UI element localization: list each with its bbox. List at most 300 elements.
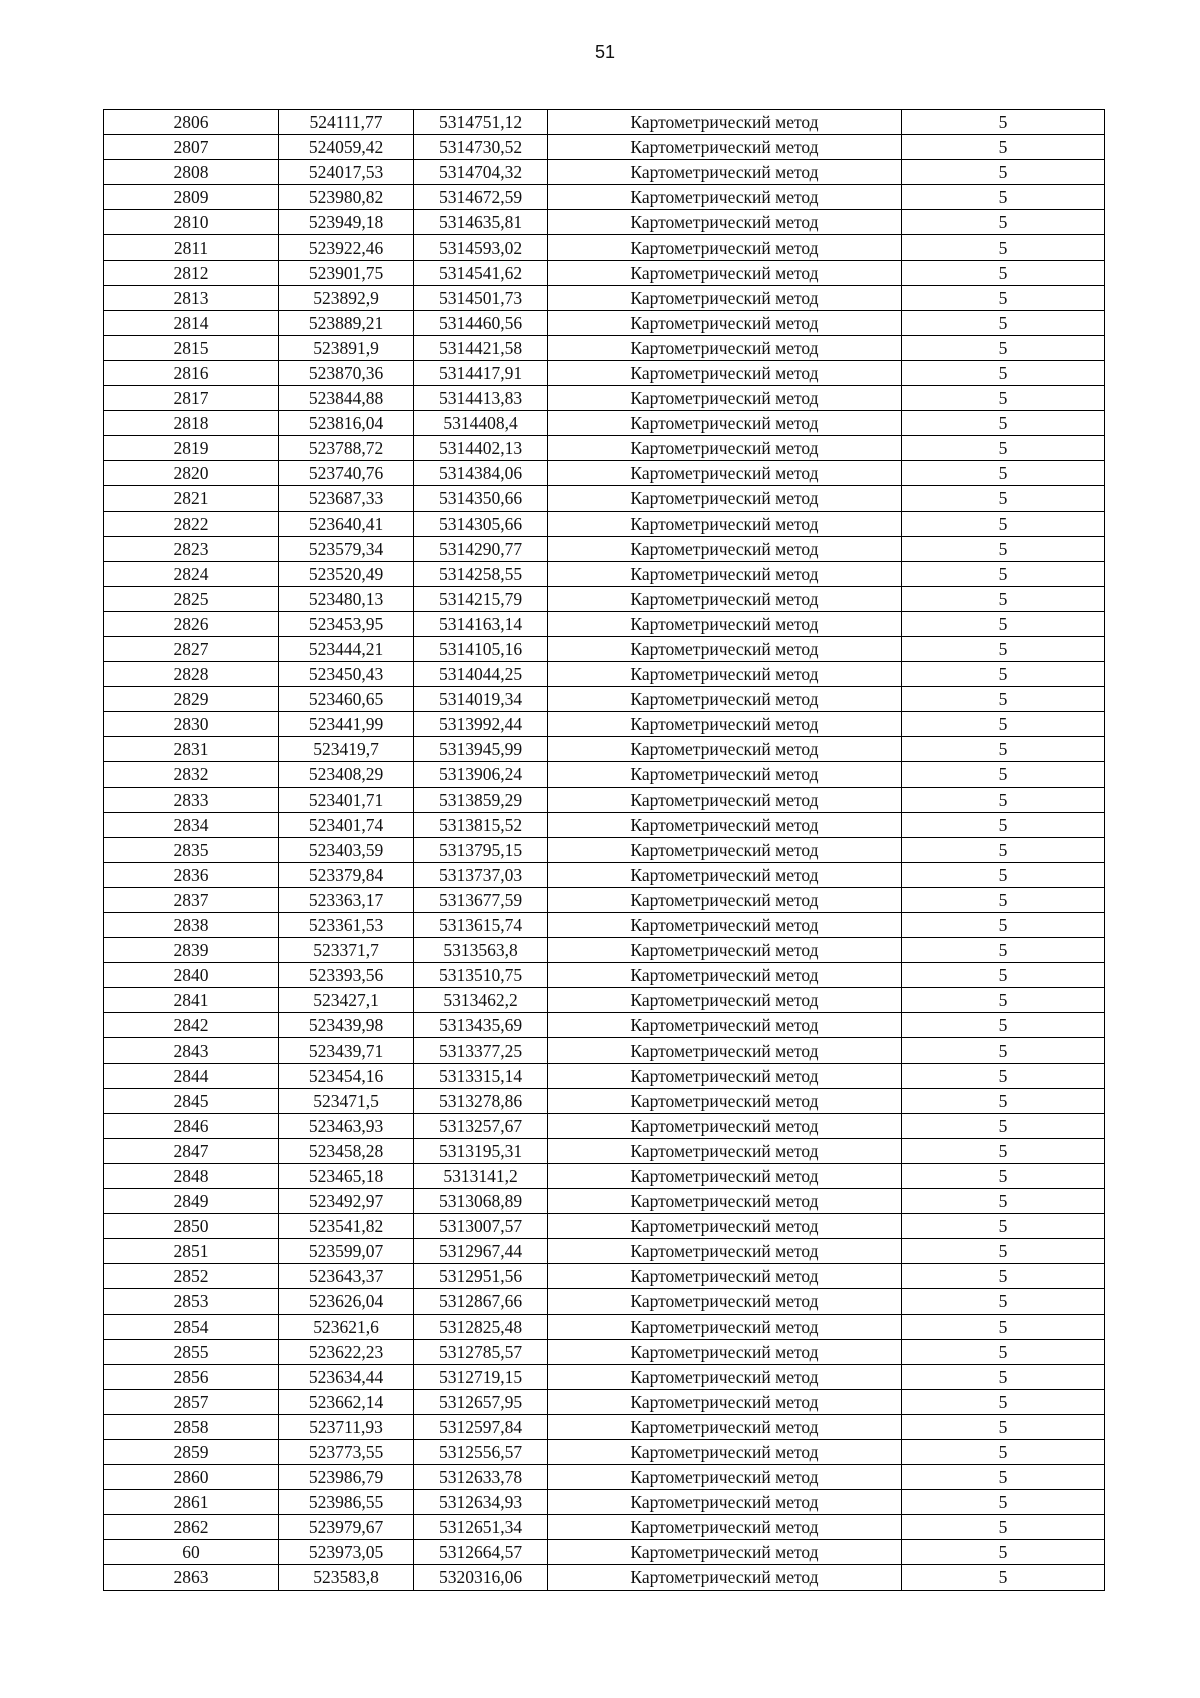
table-row xyxy=(104,185,1105,210)
method-cell: Картометрический метод xyxy=(548,1540,902,1565)
table-row xyxy=(104,1189,1105,1214)
method-cell: Картометрический метод xyxy=(548,1264,902,1289)
x-coordinate-cell: 523361,53 xyxy=(279,913,414,938)
accuracy-cell: 5 xyxy=(902,662,1105,687)
method-cell: Картометрический метод xyxy=(548,210,902,235)
table-row xyxy=(104,938,1105,963)
x-coordinate-cell: 523427,1 xyxy=(279,988,414,1013)
y-coordinate-cell: 5314421,58 xyxy=(414,335,548,360)
y-coordinate-cell: 5313257,67 xyxy=(414,1113,548,1138)
point-number-cell: 2851 xyxy=(104,1239,279,1264)
accuracy-cell: 5 xyxy=(902,636,1105,661)
point-number-cell: 2856 xyxy=(104,1364,279,1389)
x-coordinate-cell: 523949,18 xyxy=(279,210,414,235)
method-cell: Картометрический метод xyxy=(548,285,902,310)
method-cell: Картометрический метод xyxy=(548,335,902,360)
point-number-cell: 2816 xyxy=(104,360,279,385)
accuracy-cell: 5 xyxy=(902,1138,1105,1163)
method-cell: Картометрический метод xyxy=(548,1364,902,1389)
y-coordinate-cell: 5312634,93 xyxy=(414,1490,548,1515)
y-coordinate-cell: 5312785,57 xyxy=(414,1339,548,1364)
y-coordinate-cell: 5312664,57 xyxy=(414,1540,548,1565)
method-cell: Картометрический метод xyxy=(548,561,902,586)
point-number-cell: 2830 xyxy=(104,712,279,737)
x-coordinate-cell: 523687,33 xyxy=(279,486,414,511)
method-cell: Картометрический метод xyxy=(548,988,902,1013)
point-number-cell: 2839 xyxy=(104,938,279,963)
x-coordinate-cell: 523379,84 xyxy=(279,862,414,887)
point-number-cell: 2809 xyxy=(104,185,279,210)
table-row xyxy=(104,1465,1105,1490)
accuracy-cell: 5 xyxy=(902,737,1105,762)
y-coordinate-cell: 5314417,91 xyxy=(414,360,548,385)
table-row xyxy=(104,812,1105,837)
method-cell: Картометрический метод xyxy=(548,1465,902,1490)
x-coordinate-cell: 523460,65 xyxy=(279,687,414,712)
table-row xyxy=(104,411,1105,436)
y-coordinate-cell: 5313945,99 xyxy=(414,737,548,762)
y-coordinate-cell: 5314751,12 xyxy=(414,110,548,135)
method-cell: Картометрический метод xyxy=(548,1314,902,1339)
method-cell: Картометрический метод xyxy=(548,762,902,787)
accuracy-cell: 5 xyxy=(902,913,1105,938)
x-coordinate-cell: 523444,21 xyxy=(279,636,414,661)
point-number-cell: 2857 xyxy=(104,1389,279,1414)
table-row xyxy=(104,1264,1105,1289)
method-cell: Картометрический метод xyxy=(548,1289,902,1314)
x-coordinate-cell: 523453,95 xyxy=(279,611,414,636)
x-coordinate-cell: 523401,71 xyxy=(279,787,414,812)
point-number-cell: 2815 xyxy=(104,335,279,360)
method-cell: Картометрический метод xyxy=(548,963,902,988)
y-coordinate-cell: 5313068,89 xyxy=(414,1189,548,1214)
table-row xyxy=(104,260,1105,285)
x-coordinate-cell: 523986,79 xyxy=(279,1465,414,1490)
x-coordinate-cell: 523816,04 xyxy=(279,411,414,436)
point-number-cell: 2846 xyxy=(104,1113,279,1138)
point-number-cell: 2858 xyxy=(104,1414,279,1439)
method-cell: Картометрический метод xyxy=(548,812,902,837)
accuracy-cell: 5 xyxy=(902,436,1105,461)
method-cell: Картометрический метод xyxy=(548,411,902,436)
method-cell: Картометрический метод xyxy=(548,1414,902,1439)
point-number-cell: 2813 xyxy=(104,285,279,310)
point-number-cell: 2826 xyxy=(104,611,279,636)
accuracy-cell: 5 xyxy=(902,887,1105,912)
x-coordinate-cell: 523922,46 xyxy=(279,235,414,260)
y-coordinate-cell: 5313563,8 xyxy=(414,938,548,963)
point-number-cell: 2833 xyxy=(104,787,279,812)
method-cell: Картометрический метод xyxy=(548,1138,902,1163)
accuracy-cell: 5 xyxy=(902,1163,1105,1188)
method-cell: Картометрический метод xyxy=(548,260,902,285)
table-row xyxy=(104,235,1105,260)
point-number-cell: 2818 xyxy=(104,411,279,436)
accuracy-cell: 5 xyxy=(902,335,1105,360)
point-number-cell: 2812 xyxy=(104,260,279,285)
y-coordinate-cell: 5320316,06 xyxy=(414,1565,548,1590)
accuracy-cell: 5 xyxy=(902,486,1105,511)
method-cell: Картометрический метод xyxy=(548,536,902,561)
table-row xyxy=(104,988,1105,1013)
y-coordinate-cell: 5313141,2 xyxy=(414,1163,548,1188)
y-coordinate-cell: 5314501,73 xyxy=(414,285,548,310)
x-coordinate-cell: 523583,8 xyxy=(279,1565,414,1590)
table-row xyxy=(104,360,1105,385)
point-number-cell: 2859 xyxy=(104,1439,279,1464)
accuracy-cell: 5 xyxy=(902,1515,1105,1540)
accuracy-cell: 5 xyxy=(902,386,1105,411)
x-coordinate-cell: 523441,99 xyxy=(279,712,414,737)
y-coordinate-cell: 5314593,02 xyxy=(414,235,548,260)
table-row xyxy=(104,1214,1105,1239)
point-number-cell: 2834 xyxy=(104,812,279,837)
y-coordinate-cell: 5313815,52 xyxy=(414,812,548,837)
point-number-cell: 2861 xyxy=(104,1490,279,1515)
table-row xyxy=(104,160,1105,185)
x-coordinate-cell: 523711,93 xyxy=(279,1414,414,1439)
accuracy-cell: 5 xyxy=(902,586,1105,611)
table-row xyxy=(104,636,1105,661)
y-coordinate-cell: 5314105,16 xyxy=(414,636,548,661)
x-coordinate-cell: 523889,21 xyxy=(279,310,414,335)
y-coordinate-cell: 5314413,83 xyxy=(414,386,548,411)
x-coordinate-cell: 523973,05 xyxy=(279,1540,414,1565)
accuracy-cell: 5 xyxy=(902,210,1105,235)
y-coordinate-cell: 5312719,15 xyxy=(414,1364,548,1389)
y-coordinate-cell: 5312651,34 xyxy=(414,1515,548,1540)
y-coordinate-cell: 5313795,15 xyxy=(414,837,548,862)
point-number-cell: 2843 xyxy=(104,1038,279,1063)
y-coordinate-cell: 5314402,13 xyxy=(414,436,548,461)
accuracy-cell: 5 xyxy=(902,260,1105,285)
accuracy-cell: 5 xyxy=(902,135,1105,160)
point-number-cell: 2822 xyxy=(104,511,279,536)
point-number-cell: 60 xyxy=(104,1540,279,1565)
method-cell: Картометрический метод xyxy=(548,662,902,687)
method-cell: Картометрический метод xyxy=(548,636,902,661)
y-coordinate-cell: 5312967,44 xyxy=(414,1239,548,1264)
point-number-cell: 2827 xyxy=(104,636,279,661)
y-coordinate-cell: 5313007,57 xyxy=(414,1214,548,1239)
accuracy-cell: 5 xyxy=(902,1389,1105,1414)
accuracy-cell: 5 xyxy=(902,787,1105,812)
x-coordinate-cell: 523401,74 xyxy=(279,812,414,837)
y-coordinate-cell: 5313992,44 xyxy=(414,712,548,737)
table-row xyxy=(104,1565,1105,1590)
accuracy-cell: 5 xyxy=(902,1414,1105,1439)
point-number-cell: 2808 xyxy=(104,160,279,185)
x-coordinate-cell: 523892,9 xyxy=(279,285,414,310)
accuracy-cell: 5 xyxy=(902,1113,1105,1138)
table-row xyxy=(104,110,1105,135)
x-coordinate-cell: 524059,42 xyxy=(279,135,414,160)
method-cell: Картометрический метод xyxy=(548,837,902,862)
method-cell: Картометрический метод xyxy=(548,235,902,260)
table-row xyxy=(104,335,1105,360)
accuracy-cell: 5 xyxy=(902,862,1105,887)
accuracy-cell: 5 xyxy=(902,1289,1105,1314)
x-coordinate-cell: 523465,18 xyxy=(279,1163,414,1188)
table-row xyxy=(104,1013,1105,1038)
table-row xyxy=(104,913,1105,938)
table-row xyxy=(104,762,1105,787)
table-row xyxy=(104,1063,1105,1088)
x-coordinate-cell: 523454,16 xyxy=(279,1063,414,1088)
y-coordinate-cell: 5314460,56 xyxy=(414,310,548,335)
x-coordinate-cell: 523986,55 xyxy=(279,1490,414,1515)
table-row xyxy=(104,1289,1105,1314)
point-number-cell: 2823 xyxy=(104,536,279,561)
method-cell: Картометрический метод xyxy=(548,436,902,461)
point-number-cell: 2848 xyxy=(104,1163,279,1188)
y-coordinate-cell: 5313615,74 xyxy=(414,913,548,938)
y-coordinate-cell: 5312657,95 xyxy=(414,1389,548,1414)
method-cell: Картометрический метод xyxy=(548,1214,902,1239)
table-row xyxy=(104,1389,1105,1414)
y-coordinate-cell: 5314672,59 xyxy=(414,185,548,210)
method-cell: Картометрический метод xyxy=(548,310,902,335)
accuracy-cell: 5 xyxy=(902,1264,1105,1289)
accuracy-cell: 5 xyxy=(902,1439,1105,1464)
point-number-cell: 2855 xyxy=(104,1339,279,1364)
table-row xyxy=(104,1038,1105,1063)
point-number-cell: 2832 xyxy=(104,762,279,787)
method-cell: Картометрический метод xyxy=(548,1113,902,1138)
method-cell: Картометрический метод xyxy=(548,1038,902,1063)
x-coordinate-cell: 523599,07 xyxy=(279,1239,414,1264)
table-row xyxy=(104,1163,1105,1188)
x-coordinate-cell: 523640,41 xyxy=(279,511,414,536)
accuracy-cell: 5 xyxy=(902,1565,1105,1590)
table-row xyxy=(104,210,1105,235)
point-number-cell: 2821 xyxy=(104,486,279,511)
accuracy-cell: 5 xyxy=(902,1314,1105,1339)
x-coordinate-cell: 523844,88 xyxy=(279,386,414,411)
point-number-cell: 2829 xyxy=(104,687,279,712)
point-number-cell: 2844 xyxy=(104,1063,279,1088)
accuracy-cell: 5 xyxy=(902,963,1105,988)
method-cell: Картометрический метод xyxy=(548,1515,902,1540)
method-cell: Картометрический метод xyxy=(548,862,902,887)
x-coordinate-cell: 523492,97 xyxy=(279,1189,414,1214)
table-row xyxy=(104,1414,1105,1439)
y-coordinate-cell: 5312951,56 xyxy=(414,1264,548,1289)
table-row xyxy=(104,285,1105,310)
y-coordinate-cell: 5314258,55 xyxy=(414,561,548,586)
point-number-cell: 2845 xyxy=(104,1088,279,1113)
point-number-cell: 2806 xyxy=(104,110,279,135)
x-coordinate-cell: 523520,49 xyxy=(279,561,414,586)
point-number-cell: 2814 xyxy=(104,310,279,335)
point-number-cell: 2807 xyxy=(104,135,279,160)
x-coordinate-cell: 523901,75 xyxy=(279,260,414,285)
method-cell: Картометрический метод xyxy=(548,1063,902,1088)
accuracy-cell: 5 xyxy=(902,1013,1105,1038)
x-coordinate-cell: 523371,7 xyxy=(279,938,414,963)
x-coordinate-cell: 523979,67 xyxy=(279,1515,414,1540)
table-row xyxy=(104,687,1105,712)
point-number-cell: 2847 xyxy=(104,1138,279,1163)
x-coordinate-cell: 523408,29 xyxy=(279,762,414,787)
table-row xyxy=(104,1540,1105,1565)
accuracy-cell: 5 xyxy=(902,461,1105,486)
point-number-cell: 2820 xyxy=(104,461,279,486)
y-coordinate-cell: 5312633,78 xyxy=(414,1465,548,1490)
method-cell: Картометрический метод xyxy=(548,887,902,912)
accuracy-cell: 5 xyxy=(902,1465,1105,1490)
method-cell: Картометрический метод xyxy=(548,486,902,511)
y-coordinate-cell: 5314541,62 xyxy=(414,260,548,285)
method-cell: Картометрический метод xyxy=(548,185,902,210)
y-coordinate-cell: 5314384,06 xyxy=(414,461,548,486)
accuracy-cell: 5 xyxy=(902,1189,1105,1214)
table-row xyxy=(104,662,1105,687)
method-cell: Картометрический метод xyxy=(548,511,902,536)
point-number-cell: 2853 xyxy=(104,1289,279,1314)
y-coordinate-cell: 5314044,25 xyxy=(414,662,548,687)
coordinates-table xyxy=(103,109,1105,1591)
table-row xyxy=(104,611,1105,636)
table-row xyxy=(104,737,1105,762)
method-cell: Картометрический метод xyxy=(548,461,902,486)
method-cell: Картометрический метод xyxy=(548,1439,902,1464)
x-coordinate-cell: 523740,76 xyxy=(279,461,414,486)
method-cell: Картометрический метод xyxy=(548,737,902,762)
method-cell: Картометрический метод xyxy=(548,1013,902,1038)
table-row xyxy=(104,310,1105,335)
y-coordinate-cell: 5312867,66 xyxy=(414,1289,548,1314)
table-row xyxy=(104,1138,1105,1163)
y-coordinate-cell: 5314704,32 xyxy=(414,160,548,185)
method-cell: Картометрический метод xyxy=(548,938,902,963)
x-coordinate-cell: 523643,37 xyxy=(279,1264,414,1289)
method-cell: Картометрический метод xyxy=(548,611,902,636)
table-row xyxy=(104,1113,1105,1138)
table-row xyxy=(104,586,1105,611)
x-coordinate-cell: 524111,77 xyxy=(279,110,414,135)
accuracy-cell: 5 xyxy=(902,938,1105,963)
point-number-cell: 2860 xyxy=(104,1465,279,1490)
y-coordinate-cell: 5314290,77 xyxy=(414,536,548,561)
method-cell: Картометрический метод xyxy=(548,386,902,411)
x-coordinate-cell: 523621,6 xyxy=(279,1314,414,1339)
x-coordinate-cell: 523403,59 xyxy=(279,837,414,862)
table-row xyxy=(104,486,1105,511)
table-row xyxy=(104,837,1105,862)
table-row xyxy=(104,461,1105,486)
y-coordinate-cell: 5314163,14 xyxy=(414,611,548,636)
x-coordinate-cell: 523471,5 xyxy=(279,1088,414,1113)
y-coordinate-cell: 5314635,81 xyxy=(414,210,548,235)
accuracy-cell: 5 xyxy=(902,1214,1105,1239)
point-number-cell: 2850 xyxy=(104,1214,279,1239)
accuracy-cell: 5 xyxy=(902,1540,1105,1565)
point-number-cell: 2841 xyxy=(104,988,279,1013)
method-cell: Картометрический метод xyxy=(548,135,902,160)
accuracy-cell: 5 xyxy=(902,511,1105,536)
x-coordinate-cell: 523541,82 xyxy=(279,1214,414,1239)
y-coordinate-cell: 5313377,25 xyxy=(414,1038,548,1063)
accuracy-cell: 5 xyxy=(902,235,1105,260)
table-row xyxy=(104,1339,1105,1364)
x-coordinate-cell: 523662,14 xyxy=(279,1389,414,1414)
x-coordinate-cell: 523788,72 xyxy=(279,436,414,461)
point-number-cell: 2824 xyxy=(104,561,279,586)
point-number-cell: 2862 xyxy=(104,1515,279,1540)
point-number-cell: 2852 xyxy=(104,1264,279,1289)
y-coordinate-cell: 5314305,66 xyxy=(414,511,548,536)
table-row xyxy=(104,963,1105,988)
accuracy-cell: 5 xyxy=(902,1490,1105,1515)
x-coordinate-cell: 523622,23 xyxy=(279,1339,414,1364)
accuracy-cell: 5 xyxy=(902,411,1105,436)
accuracy-cell: 5 xyxy=(902,1088,1105,1113)
point-number-cell: 2842 xyxy=(104,1013,279,1038)
table-row xyxy=(104,386,1105,411)
x-coordinate-cell: 523773,55 xyxy=(279,1439,414,1464)
method-cell: Картометрический метод xyxy=(548,1389,902,1414)
y-coordinate-cell: 5313315,14 xyxy=(414,1063,548,1088)
x-coordinate-cell: 523870,36 xyxy=(279,360,414,385)
x-coordinate-cell: 523626,04 xyxy=(279,1289,414,1314)
x-coordinate-cell: 523634,44 xyxy=(279,1364,414,1389)
accuracy-cell: 5 xyxy=(902,310,1105,335)
y-coordinate-cell: 5313195,31 xyxy=(414,1138,548,1163)
table-row xyxy=(104,1439,1105,1464)
y-coordinate-cell: 5313906,24 xyxy=(414,762,548,787)
table-row xyxy=(104,1314,1105,1339)
y-coordinate-cell: 5313737,03 xyxy=(414,862,548,887)
method-cell: Картометрический метод xyxy=(548,913,902,938)
method-cell: Картометрический метод xyxy=(548,360,902,385)
method-cell: Картометрический метод xyxy=(548,712,902,737)
accuracy-cell: 5 xyxy=(902,185,1105,210)
x-coordinate-cell: 523393,56 xyxy=(279,963,414,988)
y-coordinate-cell: 5314350,66 xyxy=(414,486,548,511)
page-number: 51 xyxy=(594,42,616,62)
accuracy-cell: 5 xyxy=(902,360,1105,385)
x-coordinate-cell: 523891,9 xyxy=(279,335,414,360)
method-cell: Картометрический метод xyxy=(548,1163,902,1188)
accuracy-cell: 5 xyxy=(902,561,1105,586)
point-number-cell: 2840 xyxy=(104,963,279,988)
y-coordinate-cell: 5313510,75 xyxy=(414,963,548,988)
x-coordinate-cell: 523439,98 xyxy=(279,1013,414,1038)
y-coordinate-cell: 5313435,69 xyxy=(414,1013,548,1038)
table-row xyxy=(104,1364,1105,1389)
method-cell: Картометрический метод xyxy=(548,1339,902,1364)
point-number-cell: 2825 xyxy=(104,586,279,611)
accuracy-cell: 5 xyxy=(902,1339,1105,1364)
accuracy-cell: 5 xyxy=(902,160,1105,185)
y-coordinate-cell: 5313859,29 xyxy=(414,787,548,812)
table-row xyxy=(104,787,1105,812)
method-cell: Картометрический метод xyxy=(548,1490,902,1515)
method-cell: Картометрический метод xyxy=(548,1189,902,1214)
x-coordinate-cell: 523480,13 xyxy=(279,586,414,611)
point-number-cell: 2837 xyxy=(104,887,279,912)
y-coordinate-cell: 5313462,2 xyxy=(414,988,548,1013)
table-row xyxy=(104,436,1105,461)
point-number-cell: 2819 xyxy=(104,436,279,461)
y-coordinate-cell: 5312556,57 xyxy=(414,1439,548,1464)
accuracy-cell: 5 xyxy=(902,285,1105,310)
table-row xyxy=(104,887,1105,912)
x-coordinate-cell: 523450,43 xyxy=(279,662,414,687)
accuracy-cell: 5 xyxy=(902,712,1105,737)
x-coordinate-cell: 523439,71 xyxy=(279,1038,414,1063)
